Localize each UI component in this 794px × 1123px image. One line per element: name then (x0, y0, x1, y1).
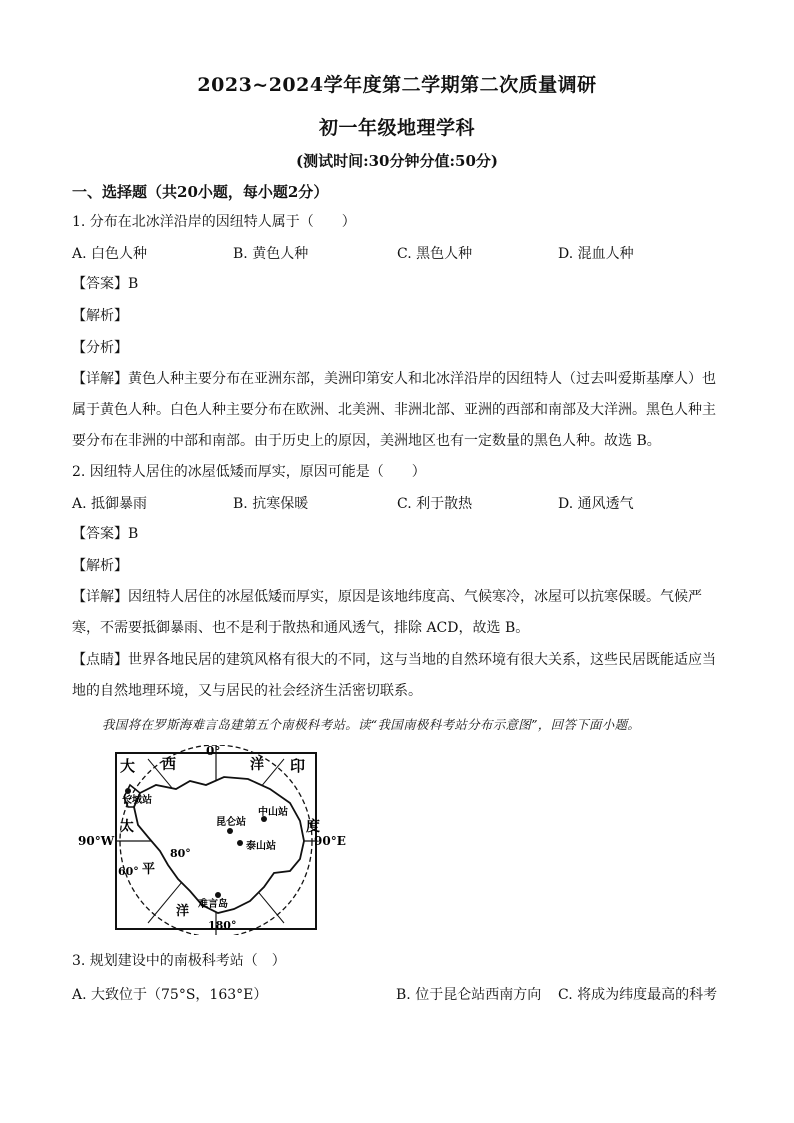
page-title: 2023~2024学年度第二学期第二次质量调研 (197, 74, 597, 96)
exam-info: (测试时间:30分钟分值:50分) (295, 152, 499, 170)
map-label-90e: 90°E (314, 834, 346, 848)
map-label-ping: 平 (142, 862, 156, 877)
q2-detail-line2: 寒，不需要抵御暴雨、也不是利于散热和通风透气，排除 ACD，故选 B。 (72, 620, 530, 636)
section-heading: 一、选择题（共20小题，每小题2分） (72, 183, 329, 201)
map-label-0deg: 0° (206, 745, 221, 758)
map-label-90w: 90°W (78, 834, 115, 848)
q2-tip-line1: 【点睛】世界各地民居的建筑风格有很大的不同，这与当地的自然环境有很大关系，这些民居既能适应当 (72, 652, 716, 668)
map-intro: 我国将在罗斯海难言岛建第五个南极科考站。读“我国南极科考站分布示意图”，回答下面小题。 (102, 717, 641, 732)
q3-option-c: C. 将成为纬度最高的科考 (558, 987, 718, 1003)
q3-option-b: B. 位于昆仑站西南方向 (396, 987, 542, 1003)
map-label-yang2: 洋 (176, 904, 190, 919)
q1-stem: 1. 分布在北冰洋沿岸的因纽特人属于（ ） (72, 214, 356, 230)
q2-option-a: A. 抵御暴雨 (72, 496, 148, 512)
map-label-taishan: 泰山站 (246, 841, 276, 852)
map-label-changcheng: 长城站 (122, 795, 152, 806)
q2-option-b: B. 抗寒保暖 (233, 496, 309, 512)
q1-option-a: A. 白色人种 (72, 246, 148, 262)
map-label-du: 度 (306, 819, 320, 835)
antarctica-station-map (78, 745, 350, 935)
q1-detail-line1: 【详解】黄色人种主要分布在亚洲东部，美洲印第安人和北冰洋沿岸的因纽特人（过去叫爱斯基摩人）也 (72, 371, 716, 387)
q1-answer: 【答案】B (72, 276, 139, 292)
q2-answer: 【答案】B (72, 526, 139, 542)
q1-detail-line3: 要分布在非洲的中部和南部。由于历史上的原因，美洲地区也有一定数量的黑色人种。故选 B。 (72, 433, 661, 449)
q1-detail-line2: 属于黄色人种。白色人种主要分布在欧洲、北美洲、非洲北部、亚洲的西部和南部及大洋洲。黑色人种主 (72, 402, 716, 418)
q3-stem: 3. 规划建设中的南极科考站（ ） (72, 953, 286, 969)
q1-option-c: C. 黑色人种 (397, 246, 473, 262)
q2-option-c: C. 利于散热 (397, 496, 473, 512)
q2-jiexi: 【解析】 (72, 558, 128, 574)
map-label-da: 大 (120, 757, 136, 775)
map-label-zhongshan: 中山站 (258, 807, 288, 818)
nanmen-station-marker (215, 892, 221, 898)
q1-option-b: B. 黄色人种 (233, 246, 309, 262)
map-label-80deg: 80° (170, 847, 191, 860)
kunlun-station-marker (227, 828, 233, 834)
subject-title: 初一年级地理学科 (318, 117, 475, 139)
map-label-kunlun: 昆仑站 (216, 817, 246, 828)
map-label-xi: 西 (162, 757, 176, 773)
map-label-180deg: 180° (208, 919, 237, 932)
q2-stem: 2. 因纽特人居住的冰屋低矮而厚实，原因可能是（ ） (72, 464, 426, 480)
map-label-60deg: 60° (118, 865, 139, 878)
q1-option-d: D. 混血人种 (558, 246, 634, 262)
q1-fenxi: 【分析】 (72, 340, 128, 356)
q2-tip-line2: 地的自然地理环境，又与居民的社会经济生活密切联系。 (72, 683, 422, 699)
map-label-yin: 印 (290, 757, 306, 775)
changcheng-station-marker (125, 788, 131, 794)
taishan-station-marker (237, 840, 243, 846)
q3-option-a: A. 大致位于（75°S，163°E） (72, 987, 268, 1003)
map-label-nanmen: 难言岛 (198, 899, 228, 910)
q1-jiexi: 【解析】 (72, 308, 128, 324)
map-label-tai: 太 (120, 819, 134, 835)
q2-detail-line1: 【详解】因纽特人居住的冰屋低矮而厚实，原因是该地纬度高、气候寒冷，冰屋可以抗寒保暖。气候严 (72, 589, 702, 605)
map-label-yang: 洋 (250, 757, 264, 773)
q2-option-d: D. 通风透气 (558, 496, 634, 512)
